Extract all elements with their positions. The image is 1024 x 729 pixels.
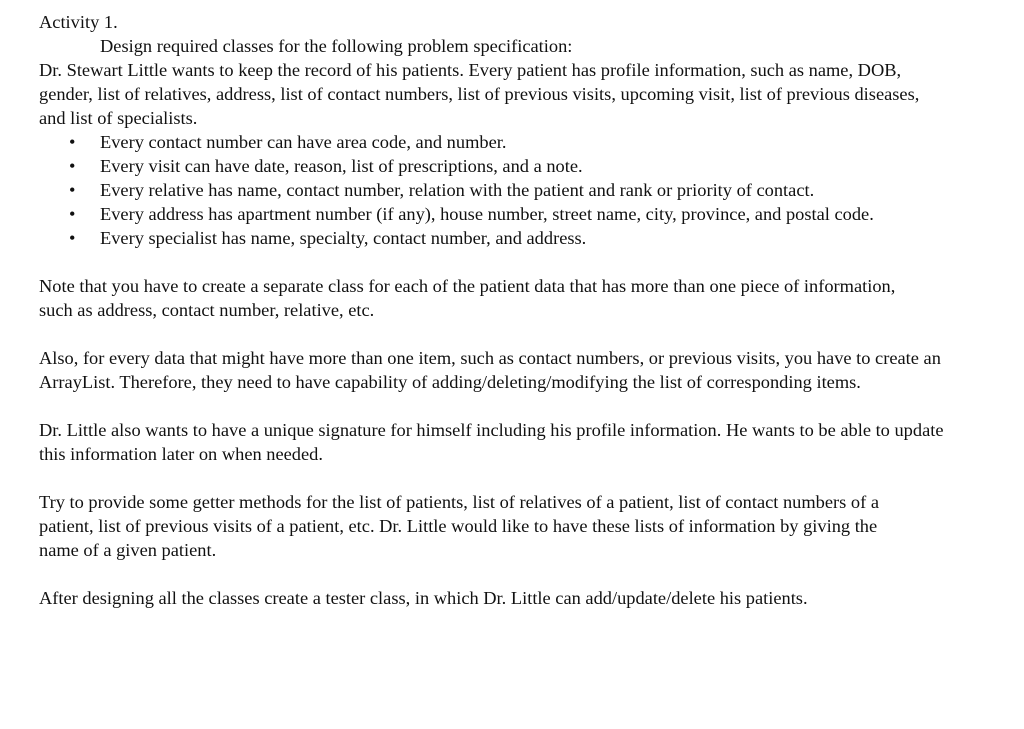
bullet-icon: • [69, 156, 76, 176]
bullet-icon: • [69, 132, 76, 152]
arraylist-paragraph: Also, for every data that might have more than one item, such as contact numbers, or previous visits, you have to create an ArrayList. Therefore, they need to have capability of adding/deleting/modifying the list of corresponding items. [39, 348, 941, 392]
list-item-text: Every relative has name, contact number, relation with the patient and rank or priority of contact. [100, 180, 815, 200]
list-item [39, 154, 935, 178]
activity-heading: Activity 1. [39, 12, 118, 32]
specification-list [39, 130, 999, 250]
bullet-icon: • [69, 228, 76, 248]
list-item [39, 130, 935, 154]
document-page [39, 10, 999, 610]
list-item [39, 202, 935, 226]
activity-subheading: Design required classes for the following problem specification: [100, 36, 573, 56]
list-item-text: Every contact number can have area code, and number. [100, 132, 507, 152]
signature-paragraph: Dr. Little also wants to have a unique signature for himself including his profile information. He wants to be able to update this information later on when needed. [39, 420, 944, 464]
list-item-text: Every specialist has name, specialty, contact number, and address. [100, 228, 587, 248]
note-paragraph: Note that you have to create a separate class for each of the patient data that has more than one piece of information, such as address, contact number, relative, etc. [39, 276, 896, 320]
tester-paragraph: After designing all the classes create a tester class, in which Dr. Little can add/update/delete his patients. [39, 588, 808, 608]
list-item-text: Every address has apartment number (if any), house number, street name, city, province, and postal code. [100, 204, 874, 224]
list-item [39, 226, 935, 250]
bullet-icon: • [69, 180, 76, 200]
getter-paragraph: Try to provide some getter methods for the list of patients, list of relatives of a patient, list of contact numbers of a patient, list of previous visits of a patient, etc. Dr. Little would like to have these lists of information by giving the name of a given patient. [39, 492, 879, 560]
list-item [39, 178, 935, 202]
bullet-icon: • [69, 204, 76, 224]
intro-paragraph: Dr. Stewart Little wants to keep the record of his patients. Every patient has profile information, such as name, DOB, gender, list of relatives, address, list of contact numbers, list of previous visits, upcoming visit, list of previous diseases, and list of specialists. [39, 60, 920, 128]
list-item-text: Every visit can have date, reason, list of prescriptions, and a note. [100, 156, 583, 176]
